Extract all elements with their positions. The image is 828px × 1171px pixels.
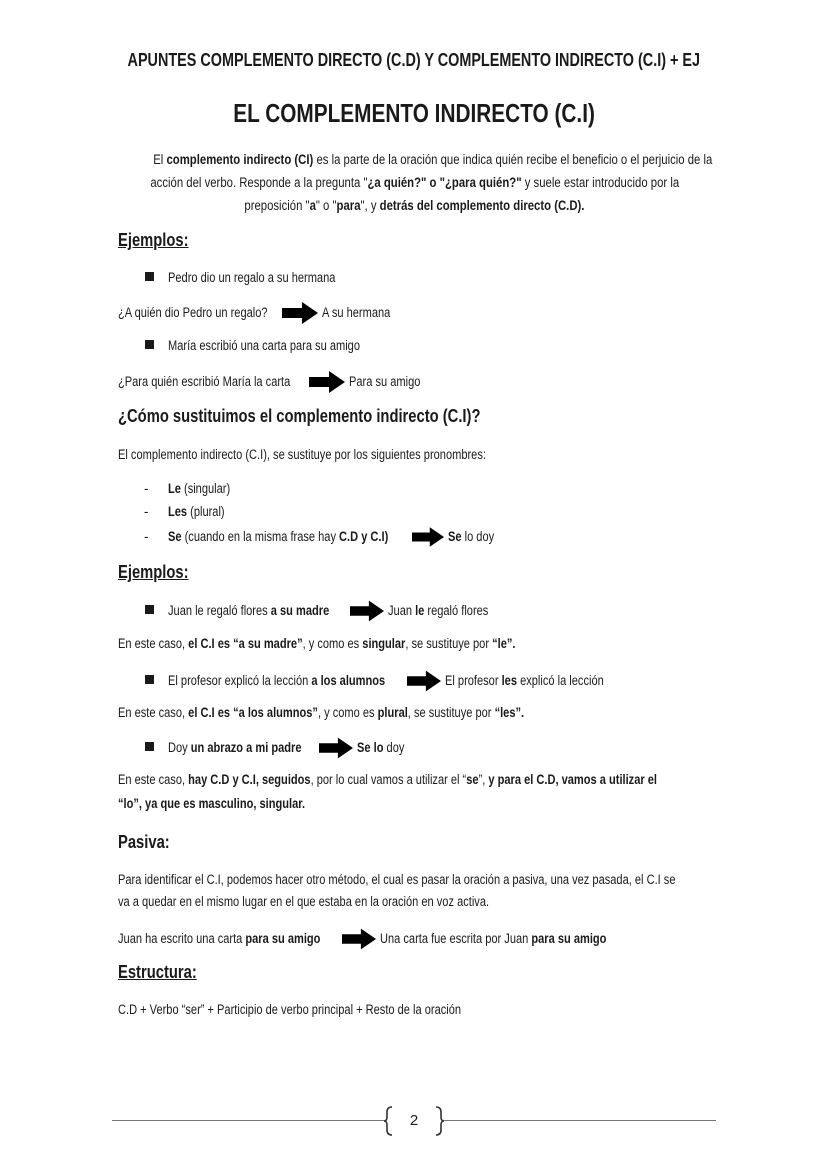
structure-formula: C.D + Verbo “ser” + Participio de verbo principal + Resto de la oración [118,1002,462,1017]
square-bullet-icon [145,605,154,614]
passive-heading: Pasiva: [118,832,170,852]
list-item: - Se (cuando en la misma frase hay C.D y C.I) Se lo doy [144,526,504,548]
square-bullet-icon [145,675,154,684]
intro-paragraph: El complemento indirecto (CI) es la parte de la oración que indica quién recibe el beneficio o el perjuicio de la acción del verbo. Responde a la pregunta "¿a quién?" o "¿para quién?" y suele estar introducido por la preposición "a" o "para", y detrás del complemento directo (C.D). [150,152,713,213]
list-item: Juan le regaló flores a su madre Juan le regaló flores [145,600,510,622]
arrow-right-icon [342,928,376,950]
list-item: - Les (plural) [144,504,225,519]
list-item: Pedro dio un regalo a su hermana [145,270,372,285]
arrow-right-icon [319,737,353,759]
arrow-right-icon [350,600,384,622]
header-title: APUNTES COMPLEMENTO DIRECTO (C.D) Y COMPLEMENTO INDIRECTO (C.I) + EJ [127,50,701,70]
explanation-text: En este caso, el C.I es “a los alumnos”, y como es plural, se sustituye por “les”. [118,705,525,720]
substitution-intro: El complemento indirecto (C.I), se sustituye por los siguientes pronombres: [118,447,486,462]
footer-rule-left [112,1120,384,1121]
square-bullet-icon [145,340,154,349]
arrow-right-icon [309,371,345,393]
arrow-right-icon [412,526,444,548]
arrow-right-icon [282,302,318,324]
page-title: EL COMPLEMENTO INDIRECTO (C.I) [233,98,595,128]
square-bullet-icon [145,742,154,751]
passive-paragraph: Para identificar el C.I, podemos hacer otro método, el cual es pasar la oración a pasiva, una vez pasada, el C.I se [118,872,676,887]
explanation-text: En este caso, hay C.D y C.I, seguidos, por lo cual vamos a utilizar el “se”, y para el C.D, vamos a utilizar el [118,772,657,787]
example-question: ¿Para quién escribió María la carta Para su amigo [118,371,436,393]
footer-rule-right [444,1120,716,1121]
explanation-text: “lo”, ya que es masculino, singular. [118,796,306,811]
arrow-right-icon [407,670,441,692]
list-item: Doy un abrazo a mi padre Se lo doy [145,737,415,759]
list-item: - Le (singular) [144,481,231,496]
examples-heading-1: Ejemplos: [118,230,189,250]
square-bullet-icon [145,272,154,281]
passive-paragraph: va a quedar en el mismo lugar en el que estaba en la oración en voz activa. [118,894,490,909]
substitution-heading: ¿Cómo sustituimos el complemento indirecto (C.I)? [118,406,481,426]
page-number: 2 [384,1106,444,1136]
list-item: El profesor explicó la lección a los alumnos El profesor les explicó la lección [145,670,639,692]
examples-heading-2: Ejemplos: [118,562,189,582]
list-item: María escribió una carta para su amigo [145,338,402,353]
structure-heading: Estructura: [118,962,197,982]
explanation-text: En este caso, el C.I es “a su madre”, y como es singular, se sustituye por “le”. [118,636,516,651]
passive-example: Juan ha escrito una carta para su amigo Una carta fue escrita por Juan para su amigo [118,928,656,950]
example-question: ¿A quién dio Pedro un regalo? A su hermana [118,302,405,324]
